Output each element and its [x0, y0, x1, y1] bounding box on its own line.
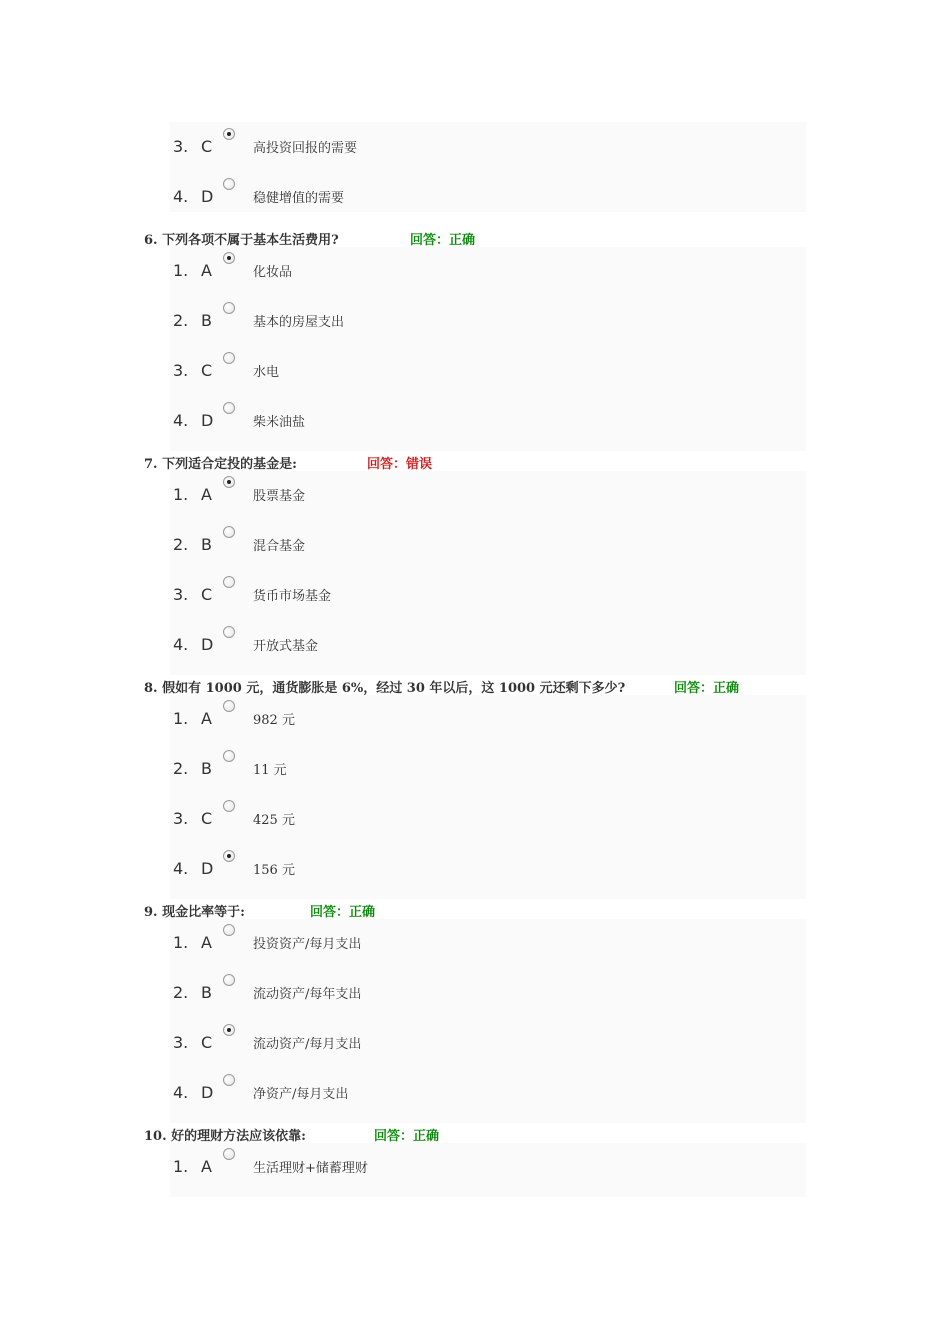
- option-letter: C: [201, 137, 213, 156]
- option-text: 稳健增值的需要: [253, 191, 345, 206]
- option-letter: A: [201, 709, 212, 728]
- option-text: 净资产/每月支出: [253, 1087, 349, 1102]
- option-letter: B: [201, 759, 212, 778]
- option-letter: A: [201, 261, 212, 280]
- option-number: 3.: [173, 137, 189, 156]
- option-radio-button[interactable]: [223, 302, 235, 314]
- option-number: 1.: [173, 485, 189, 504]
- question-title: 8. 假如有 1000 元，通货膨胀是 6%，经过 30 年以后，这 1000 元还剩下多少?: [144, 681, 626, 696]
- option-radio-button[interactable]: [223, 128, 235, 140]
- option-letter: A: [201, 485, 212, 504]
- option-number: 4.: [173, 411, 189, 430]
- option-radio-button[interactable]: [223, 700, 235, 712]
- option-letter: D: [201, 635, 214, 654]
- option-radio-button[interactable]: [223, 1148, 235, 1160]
- option-letter: C: [201, 585, 213, 604]
- option-letter: C: [201, 1033, 213, 1052]
- option-number: 2.: [173, 759, 189, 778]
- option-text: 982 元: [253, 713, 295, 728]
- answer-verdict: 回答：正确: [310, 905, 376, 920]
- answer-verdict: 回答：错误: [367, 457, 433, 472]
- option-letter: D: [201, 859, 214, 878]
- option-number: 1.: [173, 261, 189, 280]
- option-radio-button[interactable]: [223, 402, 235, 414]
- option-text: 混合基金: [253, 539, 306, 554]
- option-text: 156 元: [253, 863, 295, 878]
- question-title: 6. 下列各项不属于基本生活费用?: [144, 233, 339, 248]
- option-text: 高投资回报的需要: [253, 141, 358, 156]
- option-number: 1.: [173, 709, 189, 728]
- option-text: 流动资产/每月支出: [253, 1037, 362, 1052]
- option-radio-button[interactable]: [223, 924, 235, 936]
- option-letter: D: [201, 411, 214, 430]
- option-text: 基本的房屋支出: [253, 315, 345, 330]
- option-radio-button[interactable]: [223, 352, 235, 364]
- option-radio-button[interactable]: [223, 252, 235, 264]
- option-number: 3.: [173, 1033, 189, 1052]
- option-text: 生活理财+储蓄理财: [253, 1161, 368, 1176]
- option-number: 2.: [173, 311, 189, 330]
- option-radio-button[interactable]: [223, 476, 235, 488]
- option-letter: B: [201, 983, 212, 1002]
- option-radio-button[interactable]: [223, 576, 235, 588]
- option-text: 投资资产/每月支出: [253, 937, 362, 952]
- option-letter: D: [201, 187, 214, 206]
- option-text: 流动资产/每年支出: [253, 987, 362, 1002]
- option-letter: B: [201, 311, 212, 330]
- option-number: 3.: [173, 809, 189, 828]
- option-number: 3.: [173, 361, 189, 380]
- option-text: 股票基金: [253, 489, 306, 504]
- option-radio-button[interactable]: [223, 750, 235, 762]
- option-letter: A: [201, 933, 212, 952]
- answer-verdict: 回答：正确: [674, 681, 740, 696]
- option-text: 柴米油盐: [253, 415, 306, 430]
- option-number: 1.: [173, 933, 189, 952]
- option-radio-button[interactable]: [223, 526, 235, 538]
- answer-verdict: 回答：正确: [374, 1129, 440, 1144]
- option-radio-button[interactable]: [223, 1024, 235, 1036]
- option-number: 4.: [173, 1083, 189, 1102]
- option-radio-button[interactable]: [223, 178, 235, 190]
- option-text: 水电: [253, 365, 280, 380]
- option-number: 1.: [173, 1157, 189, 1176]
- option-text: 开放式基金: [253, 639, 319, 654]
- option-number: 2.: [173, 535, 189, 554]
- option-text: 化妆品: [253, 265, 293, 280]
- option-number: 3.: [173, 585, 189, 604]
- option-letter: D: [201, 1083, 214, 1102]
- question-title: 9. 现金比率等于:: [144, 905, 245, 920]
- option-radio-button[interactable]: [223, 850, 235, 862]
- option-number: 4.: [173, 635, 189, 654]
- option-number: 4.: [173, 187, 189, 206]
- answer-verdict: 回答：正确: [410, 233, 476, 248]
- option-letter: A: [201, 1157, 212, 1176]
- option-radio-button[interactable]: [223, 626, 235, 638]
- option-radio-button[interactable]: [223, 800, 235, 812]
- option-radio-button[interactable]: [223, 974, 235, 986]
- option-letter: B: [201, 535, 212, 554]
- option-text: 货币市场基金: [253, 589, 332, 604]
- option-text: 11 元: [253, 763, 287, 778]
- question-title: 10. 好的理财方法应该依靠:: [144, 1129, 306, 1144]
- question-title: 7. 下列适合定投的基金是:: [144, 457, 297, 472]
- option-number: 2.: [173, 983, 189, 1002]
- option-radio-button[interactable]: [223, 1074, 235, 1086]
- option-text: 425 元: [253, 813, 295, 828]
- option-letter: C: [201, 361, 213, 380]
- option-number: 4.: [173, 859, 189, 878]
- option-letter: C: [201, 809, 213, 828]
